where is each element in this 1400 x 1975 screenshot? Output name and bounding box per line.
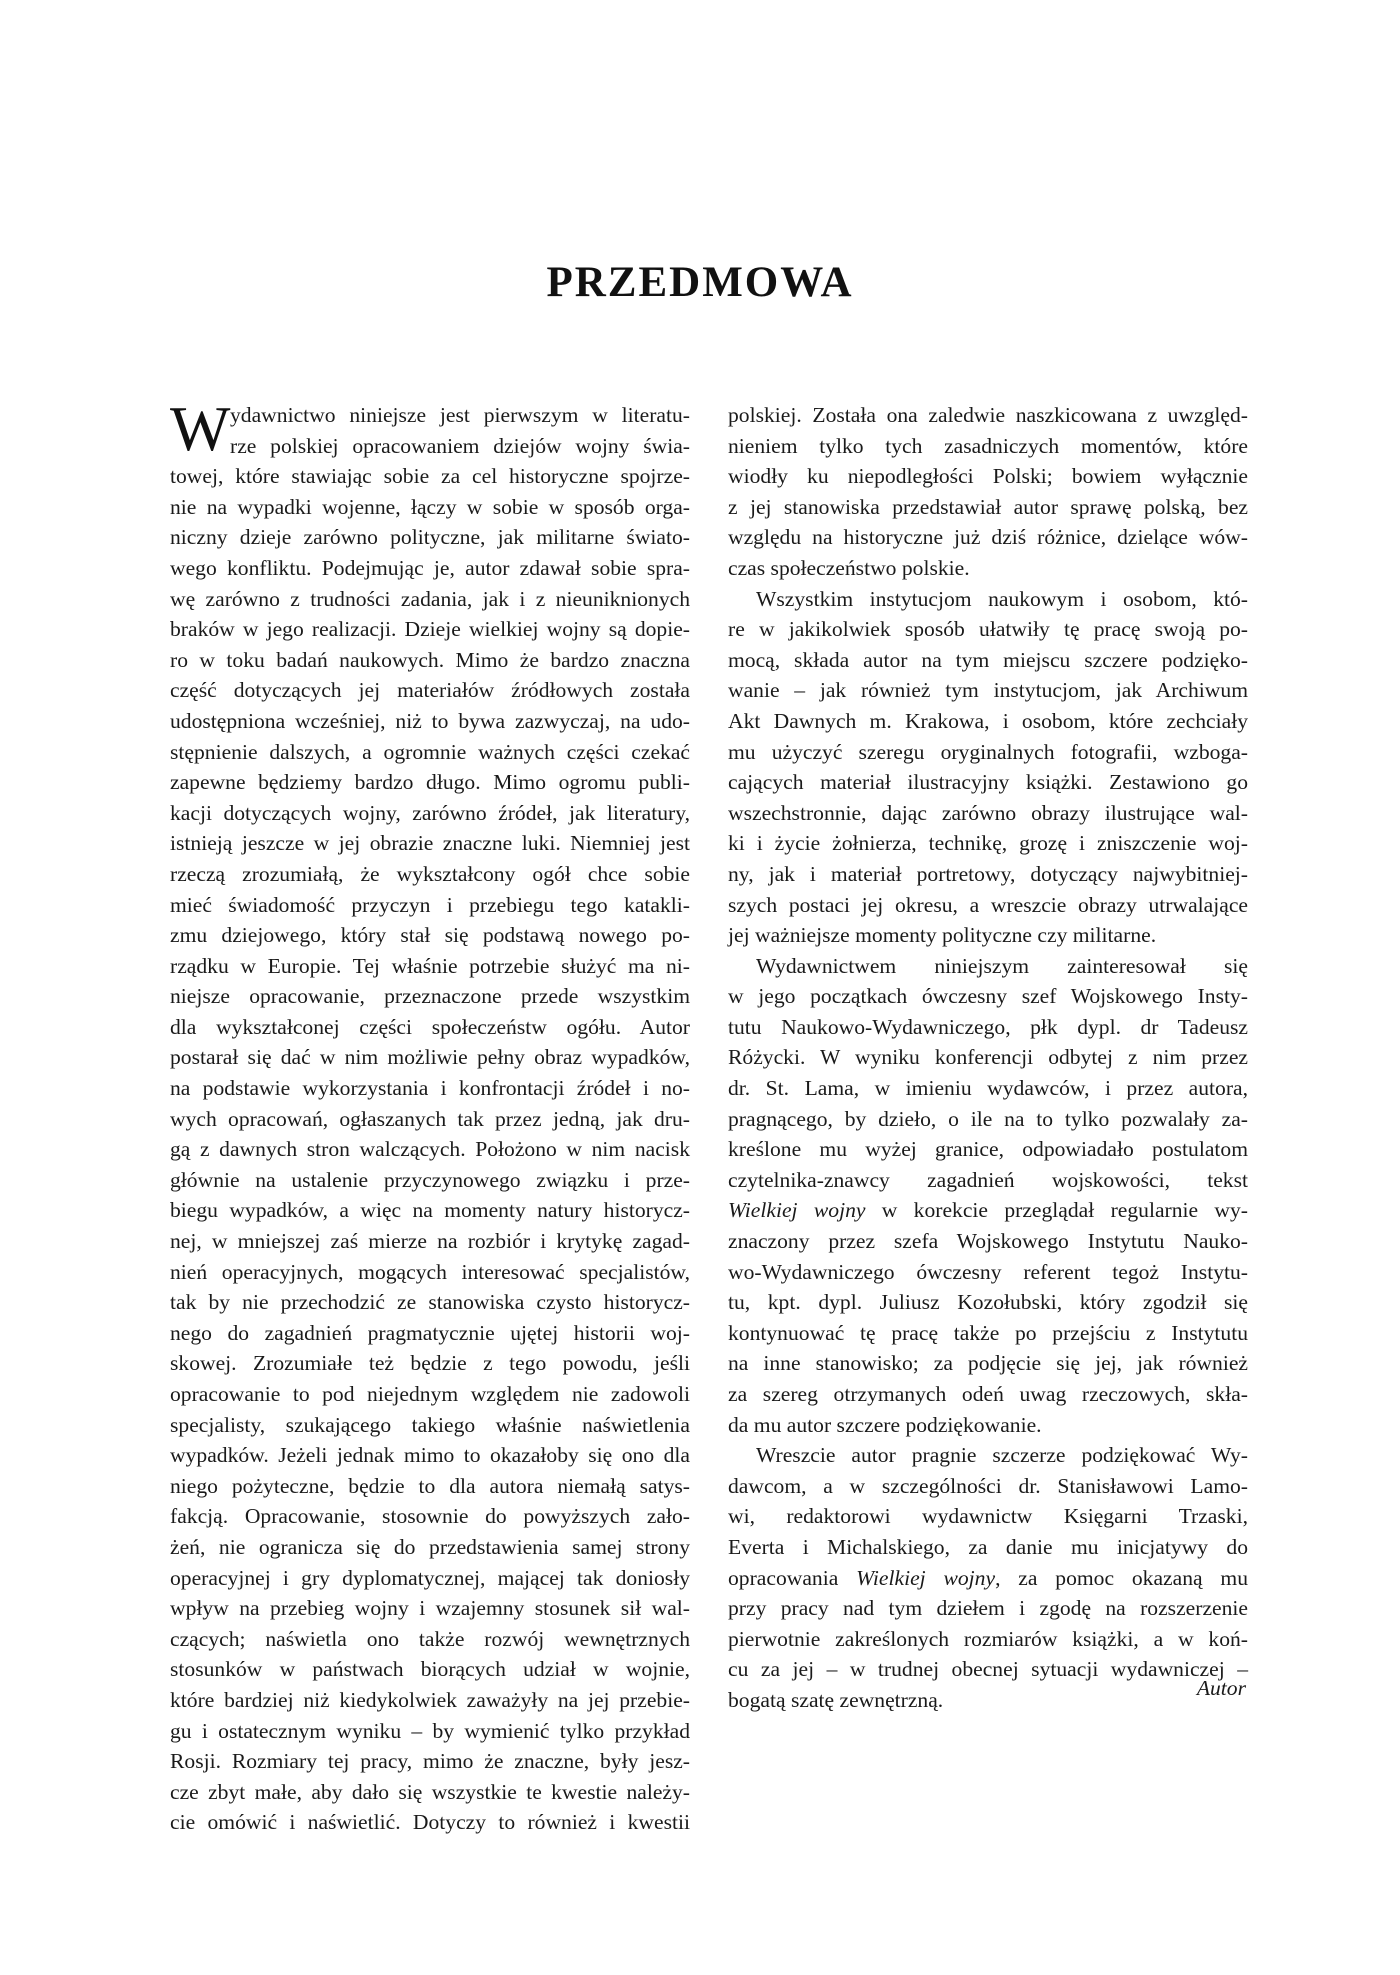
text-fragment: nień operacyjnych, mogących interesować specjalistów, — [170, 1259, 690, 1284]
text-line — [728, 645, 1248, 676]
text-line — [170, 706, 690, 737]
text-line — [170, 614, 690, 645]
text-line — [170, 1104, 690, 1135]
text-line — [170, 553, 690, 584]
text-line — [170, 890, 690, 921]
text-line — [170, 1501, 690, 1532]
text-fragment: wych opracowań, ogłaszanych tak przez jedną, jak dru- — [170, 1106, 690, 1131]
text-line — [170, 1012, 690, 1043]
text-line — [728, 1654, 1248, 1685]
text-fragment: wę zarówno z trudności zadania, jak i z nieuniknionych — [170, 586, 690, 611]
text-line — [170, 1532, 690, 1563]
text-line — [170, 828, 690, 859]
right-text-column — [728, 400, 1248, 1716]
text-fragment: da mu autor szczere podziękowanie. — [728, 1412, 1042, 1437]
page-title: PRZEDMOWA — [546, 259, 854, 306]
text-fragment: gu i ostatecznym wyniku – by wymienić tylko przykład — [170, 1718, 690, 1743]
text-fragment: wo-Wydawniczego ówczesny referent tegoż Instytu- — [728, 1259, 1248, 1284]
text-fragment: które bardziej niż kiedykolwiek zaważyły na jej przebie- — [170, 1687, 690, 1712]
text-fragment: postarał się dać w nim możliwie pełny obraz wypadków, — [170, 1045, 690, 1070]
text-line — [728, 798, 1248, 829]
text-line — [728, 890, 1248, 921]
text-fragment: pragnącego, by dzieło, o ile na to tylko pozwalały za- — [728, 1106, 1248, 1131]
text-fragment: bogatą szatę zewnętrzną. — [728, 1687, 944, 1712]
text-fragment: część dotyczących jej materiałów źródłowych została — [170, 678, 690, 703]
text-fragment: cie omówić i naświetlić. Dotyczy to również i kwestii — [170, 1810, 690, 1835]
text-line — [170, 1716, 690, 1747]
text-line — [728, 1165, 1248, 1196]
text-line — [728, 1471, 1248, 1502]
text-fragment: opracowanie to pod niejednym względem nie zadowoli — [170, 1382, 690, 1406]
text-fragment: gą z dawnych stron walczących. Położono w nim nacisk — [170, 1137, 690, 1162]
text-fragment: towej, które stawiając sobie za cel historyczne spojrze- — [170, 464, 690, 489]
text-fragment: zapewne będziemy bardzo długo. Mimo ogromu publi- — [170, 770, 690, 795]
text-line — [728, 431, 1248, 462]
text-fragment: zmu dziejowego, który stał się podstawą nowego po- — [170, 923, 690, 948]
text-fragment: w jego początkach ówczesny szef Wojskowego Insty- — [728, 984, 1248, 1009]
text-line — [728, 1195, 1248, 1226]
text-fragment: rzeczą zrozumiałą, że wykształcony ogół chce sobie — [170, 861, 690, 886]
italic-title: Wielkiej wojny — [728, 1198, 866, 1223]
text-fragment: specjalisty, szukającego takiego właśnie naświetlenia — [170, 1412, 690, 1437]
text-line — [170, 645, 690, 676]
text-fragment: z jej stanowiska przedstawiał autor sprawę polską, bez — [728, 494, 1248, 519]
text-fragment: Wreszcie autor pragnie szczerze podziękować Wy- — [756, 1443, 1248, 1468]
text-line — [170, 1287, 690, 1318]
text-line — [170, 767, 690, 798]
text-fragment: nego do zagadnień pragmatycznie ujętej historii woj- — [170, 1320, 690, 1345]
text-fragment: polskiej. Została ona zaledwie naszkicowana z uwzględ- — [728, 403, 1248, 427]
text-line — [170, 951, 690, 982]
text-fragment: czących; naświetla ono także rozwój wewnętrznych — [170, 1626, 690, 1651]
text-fragment: mu użyczyć szeregu oryginalnych fotografii, wzboga- — [728, 739, 1248, 764]
text-fragment: skowej. Zrozumiałe też będzie z tego powodu, jeśli — [170, 1351, 690, 1376]
text-line — [728, 1501, 1248, 1532]
text-line — [728, 1563, 1248, 1594]
text-line — [170, 1379, 690, 1410]
text-fragment: Wydawnictwem niniejszym zainteresował się — [756, 953, 1248, 978]
text-line — [728, 1685, 1248, 1716]
text-line — [170, 1073, 690, 1104]
text-line — [728, 1593, 1248, 1624]
text-line — [728, 1318, 1248, 1349]
text-fragment: cających materiał ilustracyjny książki. Zestawiono go — [728, 770, 1248, 795]
text-line — [170, 737, 690, 768]
text-fragment: ydawnictwo niniejsze jest pierwszym w literatu- — [230, 403, 690, 427]
text-line — [728, 1073, 1248, 1104]
text-line — [728, 522, 1248, 553]
text-fragment: jej ważniejsze momenty polityczne czy militarne. — [728, 923, 1157, 948]
text-fragment: ny, jak i materiał portretowy, dotyczący najwybitniej- — [728, 861, 1248, 886]
text-line — [728, 1257, 1248, 1288]
left-text-column — [170, 393, 690, 1838]
text-fragment: istnieją jeszcze w jej obrazie znaczne luki. Niemniej jest — [170, 831, 690, 856]
text-line — [728, 828, 1248, 859]
text-fragment: braków w jego realizacji. Dzieje wielkiej wojny są dopie- — [170, 617, 690, 642]
text-line — [170, 920, 690, 951]
text-fragment: dr. St. Lama, w imieniu wydawców, i przez autora, — [728, 1076, 1248, 1101]
text-line — [170, 461, 690, 492]
text-fragment: opracowania — [728, 1565, 857, 1590]
text-line — [170, 1348, 690, 1379]
text-fragment: Akt Dawnych m. Krakowa, i osobom, które zechciały — [728, 708, 1248, 733]
text-line — [170, 1777, 690, 1808]
text-line — [170, 1563, 690, 1594]
text-fragment: udostępniona wcześniej, niż to bywa zazwyczaj, na udo- — [170, 708, 690, 733]
italic-title: Wielkiej wojny — [856, 1565, 996, 1590]
text-fragment: nie na wypadki wojenne, łączy w sobie w sposób orga- — [170, 494, 690, 519]
text-line — [728, 1287, 1248, 1318]
text-line — [170, 400, 690, 431]
text-line — [728, 1226, 1248, 1257]
text-fragment: kontynuować tę pracę także po przejściu z Instytutu — [728, 1320, 1248, 1345]
text-line — [170, 1226, 690, 1257]
text-fragment: czytelnika-znawcy zagadnień wojskowości, tekst — [728, 1167, 1248, 1192]
text-line — [728, 859, 1248, 890]
text-fragment: fakcją. Opracowanie, stosownie do powyższych zało- — [170, 1504, 690, 1529]
text-fragment: tutu Naukowo-Wydawniczego, płk dypl. dr Tadeusz — [728, 1014, 1248, 1039]
text-fragment: w korekcie przeglądał regularnie wy- — [865, 1198, 1248, 1223]
author-signature: Autor — [1196, 1676, 1246, 1700]
text-fragment: Rosji. Rozmiary tej pracy, mimo że znaczne, były jesz- — [170, 1749, 690, 1774]
text-fragment: cu za jej – w trudnej obecnej sytuacji wydawniczej – — [728, 1657, 1248, 1682]
text-fragment: za szereg otrzymanych odeń uwag rzeczowych, skła- — [728, 1382, 1248, 1406]
text-fragment: operacyjnej i gry dyplomatycznej, mającej tak doniosły — [170, 1565, 690, 1590]
text-line — [728, 461, 1248, 492]
text-fragment: re w jakikolwiek sposób ułatwiły tę pracę swoją po- — [728, 617, 1248, 642]
text-line — [170, 584, 690, 615]
text-fragment: kacji dotyczących wojny, zarówno źródeł, jak literatury, — [170, 800, 690, 825]
text-fragment: , za pomoc okazaną mu — [995, 1565, 1248, 1590]
text-line — [170, 1471, 690, 1502]
text-fragment: niego pożyteczne, będzie to dla autora niemałą satys- — [170, 1473, 690, 1498]
text-fragment: rządku w Europie. Tej właśnie potrzebie służyć ma ni- — [170, 953, 690, 978]
text-fragment: nej, w mniejszej zaś mierze na rozbiór i krytykę zagad- — [170, 1229, 690, 1254]
text-fragment: dla wykształconej części społeczeństw ogółu. Autor — [170, 1014, 690, 1039]
text-fragment: kreślone mu wyżej granice, odpowiadało postulatom — [728, 1137, 1248, 1162]
text-line — [728, 1042, 1248, 1073]
text-line — [728, 1624, 1248, 1655]
text-line — [728, 1134, 1248, 1165]
text-line — [170, 522, 690, 553]
text-line — [170, 675, 690, 706]
text-fragment: nieniem tylko tych zasadniczych momentów, które — [728, 433, 1248, 458]
text-fragment: żeń, nie ogranicza się do przedstawienia samej strony — [170, 1534, 690, 1559]
text-fragment: Everta i Michalskiego, za danie mu inicjatywy do — [728, 1534, 1248, 1559]
text-fragment: ro w toku badań naukowych. Mimo że bardzo znaczna — [170, 647, 690, 672]
text-line — [170, 859, 690, 890]
text-fragment: stępnienie dalszych, a ogromnie ważnych części czekać — [170, 739, 690, 764]
text-line — [728, 951, 1248, 982]
text-line — [170, 1593, 690, 1624]
text-line — [170, 1042, 690, 1073]
text-line — [170, 1685, 690, 1716]
text-fragment: tu, kpt. dypl. Juliusz Kozołubski, który zgodził się — [728, 1290, 1248, 1315]
text-fragment: wiodły ku niepodległości Polski; bowiem wyłącznie — [728, 464, 1248, 489]
text-line — [728, 1532, 1248, 1563]
text-line — [728, 706, 1248, 737]
text-line — [728, 981, 1248, 1012]
text-fragment: na inne stanowisko; za podjęcie się jej, jak również — [728, 1351, 1248, 1376]
text-fragment: niczny dzieje zarówno polityczne, jak militarne świato- — [170, 525, 690, 550]
text-fragment: Wszystkim instytucjom naukowym i osobom, któ- — [756, 586, 1248, 611]
text-line — [728, 737, 1248, 768]
text-line — [728, 1379, 1248, 1410]
text-fragment: ki i życie żołnierza, technikę, grozę i zniszczenie woj- — [728, 831, 1248, 856]
text-line — [728, 1348, 1248, 1379]
text-fragment: rze polskiej opracowaniem dziejów wojny świa- — [230, 433, 690, 458]
text-line — [170, 492, 690, 523]
text-line — [170, 1134, 690, 1165]
text-line — [170, 1195, 690, 1226]
text-fragment: pierwotnie zakreślonych rozmiarów książki, a w koń- — [728, 1626, 1248, 1651]
drop-cap: W — [170, 393, 231, 464]
text-line — [170, 1410, 690, 1441]
text-fragment: cze zbyt małe, aby dało się wszystkie te kwestie należy- — [170, 1779, 690, 1804]
text-line — [728, 1440, 1248, 1471]
text-line — [728, 492, 1248, 523]
text-line — [170, 1440, 690, 1471]
text-fragment: niejsze opracowanie, przeznaczone przede wszystkim — [170, 984, 690, 1009]
text-fragment: szych postaci jej okresu, a wreszcie obrazy utrwalające — [728, 892, 1248, 917]
text-fragment: mieć świadomość przyczyn i przebiegu tego katakli- — [170, 892, 690, 917]
text-line — [170, 981, 690, 1012]
text-fragment: dawcom, a w szczególności dr. Stanisławowi Lamo- — [728, 1473, 1248, 1498]
text-fragment: wypadków. Jeżeli jednak mimo to okazałoby się ono dla — [170, 1443, 690, 1468]
text-line — [170, 1165, 690, 1196]
text-line — [728, 1012, 1248, 1043]
text-fragment: czas społeczeństwo polskie. — [728, 555, 970, 580]
text-line — [170, 1807, 690, 1838]
text-line — [728, 584, 1248, 615]
text-line — [170, 798, 690, 829]
text-line — [728, 920, 1248, 951]
text-line — [728, 553, 1248, 584]
text-fragment: wpływ na przebieg wojny i wzajemny stosunek sił wal- — [170, 1596, 690, 1621]
text-line — [170, 1257, 690, 1288]
text-fragment: znaczony przez szefa Wojskowego Instytutu Nauko- — [728, 1229, 1248, 1254]
text-line — [170, 431, 690, 462]
text-fragment: biegu wypadków, a więc na momenty natury historycz- — [170, 1198, 690, 1223]
text-line — [170, 1654, 690, 1685]
text-fragment: wszechstronnie, dając zarówno obrazy ilustrujące wal- — [728, 800, 1248, 825]
text-line — [728, 1410, 1248, 1441]
text-fragment: na podstawie wykorzystania i konfrontacji źródeł i no- — [170, 1076, 690, 1101]
text-line — [728, 1104, 1248, 1135]
text-line — [170, 1318, 690, 1349]
text-fragment: wi, redaktorowi wydawnictw Księgarni Trzaski, — [728, 1504, 1248, 1529]
text-fragment: wego konfliktu. Podejmując je, autor zdawał sobie spra- — [170, 555, 690, 580]
text-fragment: mocą, składa autor na tym miejscu szczere podzięko- — [728, 647, 1248, 672]
text-fragment: względu na historyczne już dziś różnice, dzielące wów- — [728, 525, 1248, 550]
text-line — [728, 675, 1248, 706]
text-line — [728, 767, 1248, 798]
text-fragment: stosunków w państwach biorących udział w wojnie, — [170, 1657, 690, 1682]
text-line — [170, 1624, 690, 1655]
text-fragment: tak by nie przechodzić ze stanowiska czysto historycz- — [170, 1290, 690, 1315]
text-fragment: wanie – jak również tym instytucjom, jak Archiwum — [728, 678, 1248, 703]
text-line — [170, 1746, 690, 1777]
text-fragment: Różycki. W wyniku konferencji odbytej z nim przez — [728, 1045, 1248, 1070]
text-fragment: głównie na ustalenie przyczynowego związku i prze- — [170, 1167, 690, 1192]
text-line — [728, 400, 1248, 431]
text-fragment: przy pracy nad tym dziełem i zgodę na rozszerzenie — [728, 1596, 1248, 1621]
text-line — [728, 614, 1248, 645]
